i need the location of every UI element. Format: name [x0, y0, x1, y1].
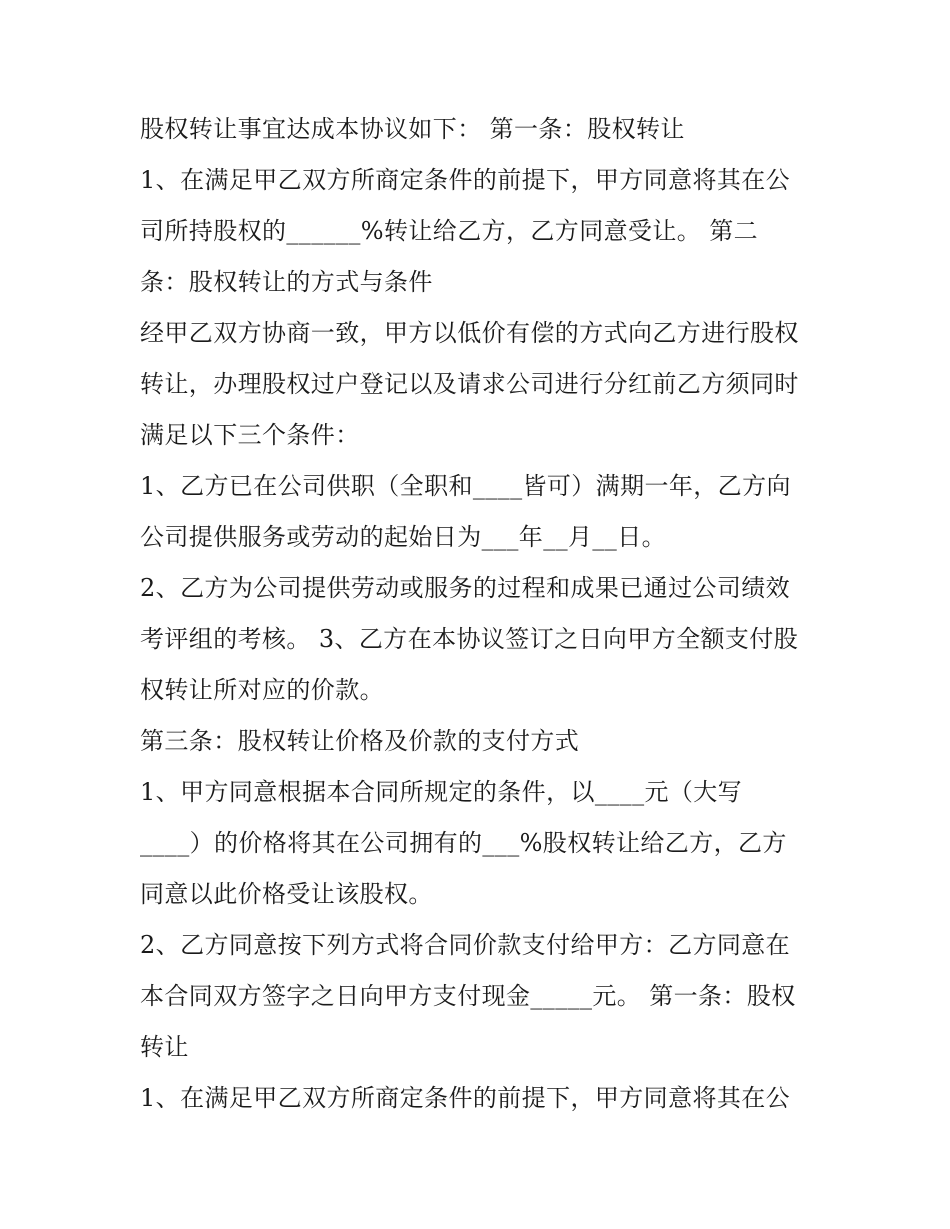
text-line: 权转让所对应的价款。 — [140, 676, 384, 704]
text-line: 1、甲方同意根据本合同所规定的条件，以____元（大写 — [140, 778, 743, 806]
text-line: 考评组的考核。 3、乙方在本协议签订之日向甲方全额支付股 — [140, 625, 799, 653]
text-line: 1、在满足甲乙双方所商定条件的前提下，甲方同意将其在公 — [140, 1084, 791, 1112]
text-line: 股权转让事宜达成本协议如下： 第一条：股权转让 — [140, 115, 685, 143]
text-line: 本合同双方签字之日向甲方支付现金_____元。 第一条：股权 — [140, 982, 796, 1010]
text-line: 经甲乙双方协商一致，甲方以低价有偿的方式向乙方进行股权 — [140, 319, 799, 347]
text-line: 1、在满足甲乙双方所商定条件的前提下，甲方同意将其在公 — [140, 166, 791, 194]
text-line: 司所持股权的______%转让给乙方，乙方同意受让。 第二 — [140, 217, 759, 245]
text-line: 第三条：股权转让价格及价款的支付方式 — [140, 727, 580, 755]
text-line: 条：股权转让的方式与条件 — [140, 268, 433, 296]
text-line: 同意以此价格受让该股权。 — [140, 880, 433, 908]
text-line: 转让，办理股权过户登记以及请求公司进行分红前乙方须同时 — [140, 370, 799, 398]
text-line: 满足以下三个条件： — [140, 421, 360, 449]
text-line: 公司提供服务或劳动的起始日为___年__月__日。 — [140, 523, 666, 551]
document-body — [140, 104, 820, 1124]
text-line: 转让 — [140, 1033, 189, 1061]
text-line: ____）的价格将其在公司拥有的___%股权转让给乙方，乙方 — [140, 829, 787, 857]
text-line: 2、乙方为公司提供劳动或服务的过程和成果已通过公司绩效 — [140, 574, 791, 602]
text-line: 1、乙方已在公司供职（全职和____皆可）满期一年，乙方向 — [140, 472, 791, 500]
text-line: 2、乙方同意按下列方式将合同价款支付给甲方：乙方同意在 — [140, 931, 791, 959]
